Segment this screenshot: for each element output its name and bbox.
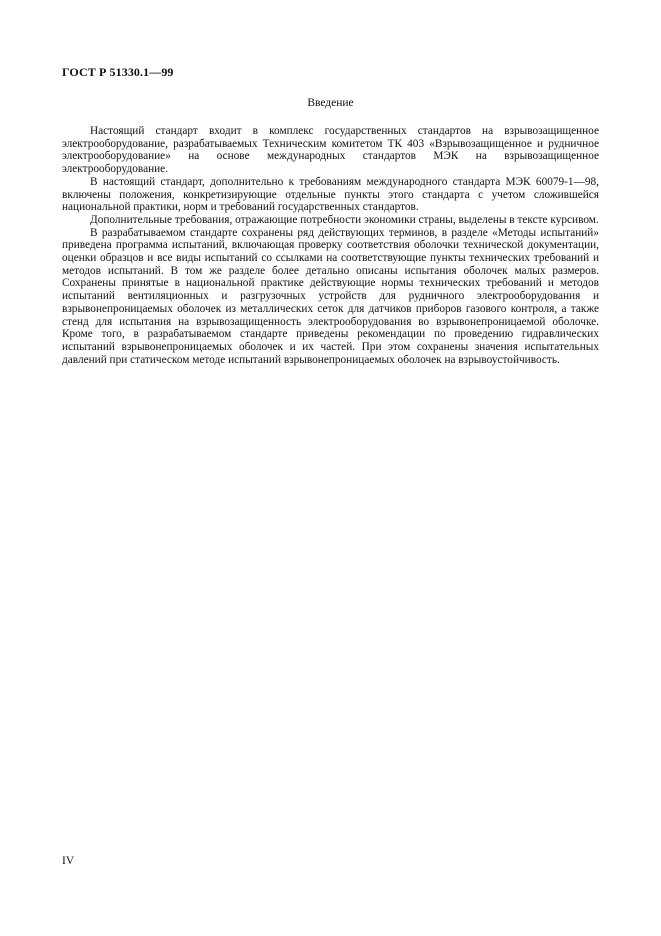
section-title: Введение — [307, 97, 354, 109]
paragraph: В настоящий стандарт, дополнительно к требованиям международного стандарта МЭК 60079-1—98, включены положения, конкретизирующие отдельные пункты этого стандарта с учетом сложившейся национальной практики, норм и требований государственных стандартов. — [62, 175, 599, 214]
paragraph: В разрабатываемом стандарте сохранены ряд действующих терминов, в разделе «Методы испытаний» приведена программа испытаний, включающая проверку соответствия оболочки технической документации, оценки образцов и все виды испытаний со ссылками на соответствующие пункты технических требований и методов испытаний. В том же разделе более детально описаны испытания оболочек малых размеров. Сохранены принятые в национальной практике действующие нормы технических требований и методов испытаний вентиляционных и разгрузочных устройств для рудничного электрооборудования и взрывонепроницаемых оболочек из металлических сеток для датчиков приборов газового контроля, а также стенд для испытания на взрывозащищенность электрооборудования во взрывонепроницаемой оболочке. Кроме того, в разрабатываемом стандарте приведены рекомендации по проведению гидравлических испытаний взрывонепроницаемых оболочек и их частей. При этом сохранены значения испытательных давлений при статическом методе испытаний взрывонепроницаемых оболочек на взрывоустойчивость. — [62, 226, 599, 366]
paragraph: Настоящий стандарт входит в комплекс государственных стандартов на взрывозащищенное электрооборудование, разрабатываемых Техническим комитетом ТК 403 «Взрывозащищенное и рудничное электрооборудование» на основе международных стандартов МЭК на взрывозащищенное электрооборудование. — [62, 125, 599, 176]
paragraph: Дополнительные требования, отражающие потребности экономики страны, выделены в тексте курсивом. — [90, 213, 599, 226]
document-code: ГОСТ Р 51330.1—99 — [62, 65, 174, 79]
body-text — [62, 125, 599, 366]
page-number: IV — [62, 855, 75, 867]
